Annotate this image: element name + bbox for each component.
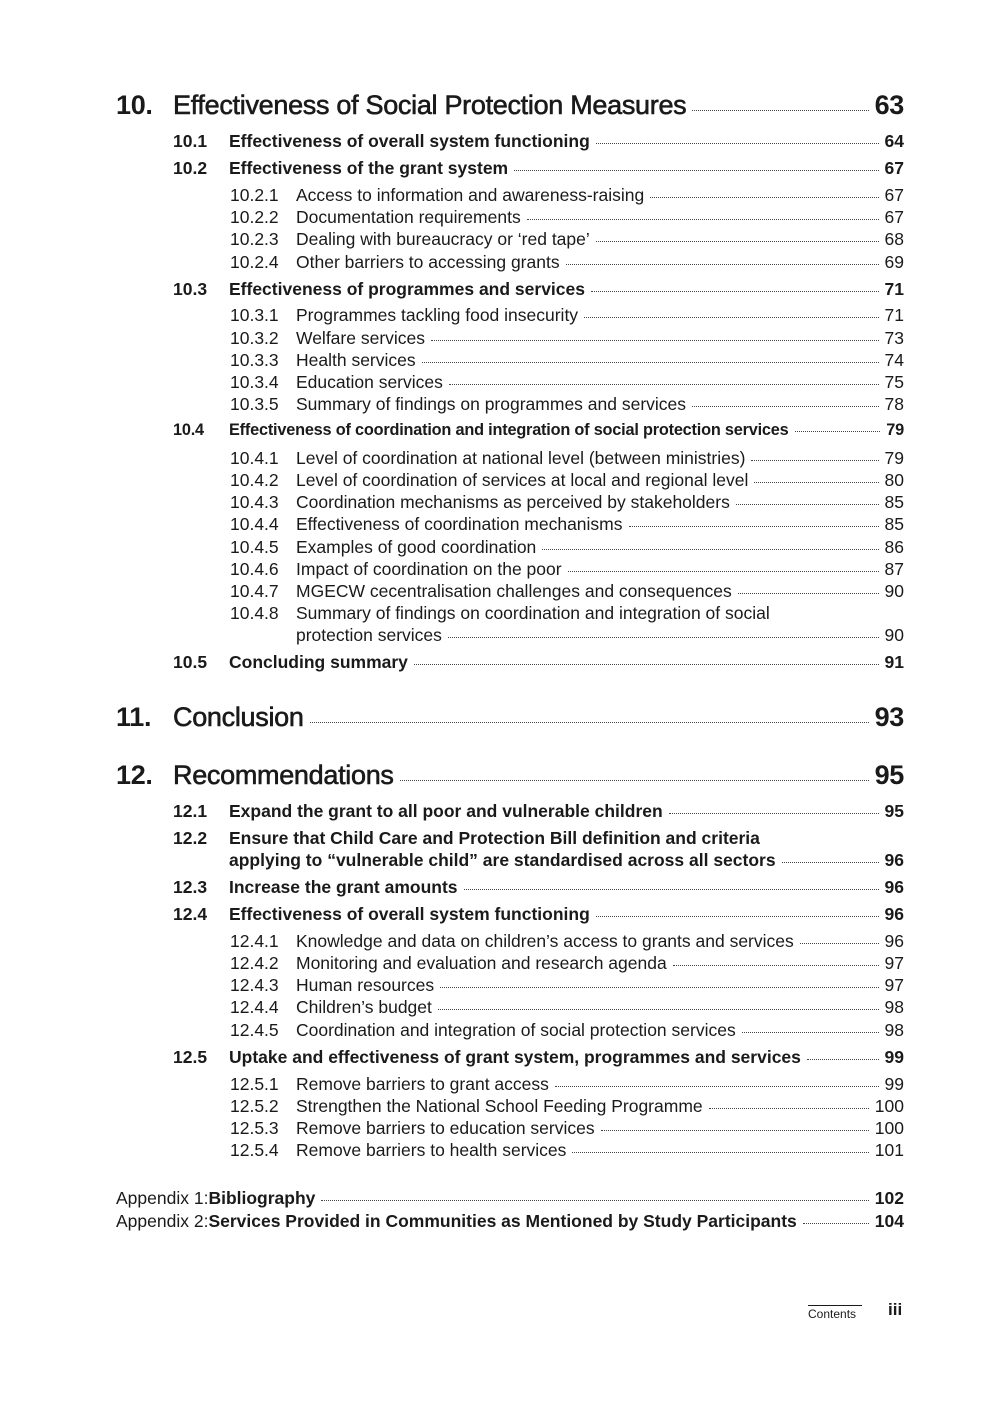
toc-chapter[interactable] bbox=[116, 760, 904, 791]
page-number: 71 bbox=[884, 279, 904, 299]
page-number: 100 bbox=[874, 1096, 904, 1116]
subsection-number: 10.3.3 bbox=[230, 350, 279, 370]
page-number: 99 bbox=[884, 1074, 904, 1094]
toc-subsection[interactable] bbox=[230, 350, 904, 371]
page-number: 74 bbox=[884, 350, 904, 370]
leader-dots bbox=[782, 862, 879, 863]
appendix-label: Appendix 1: bbox=[116, 1188, 209, 1208]
leader-dots bbox=[709, 1108, 869, 1109]
toc-section[interactable] bbox=[173, 904, 904, 925]
subsection-title: Effectiveness of coordination mechanisms bbox=[296, 514, 623, 534]
section-number: 12.2 bbox=[173, 828, 208, 848]
section-title: Effectiveness of the grant system bbox=[229, 158, 509, 178]
chapter-title: Effectiveness of Social Protection Measures bbox=[173, 90, 687, 120]
page-number: 91 bbox=[884, 652, 904, 672]
leader-dots bbox=[754, 482, 878, 483]
subsection-number: 10.4.5 bbox=[230, 537, 279, 557]
section-title: Effectiveness of overall system functioning bbox=[229, 904, 590, 924]
chapter-title: Recommendations bbox=[173, 760, 394, 790]
subsection-number: 10.4.6 bbox=[230, 559, 279, 579]
page-number: 73 bbox=[884, 328, 904, 348]
leader-dots bbox=[514, 170, 878, 171]
subsection-number: 12.5.3 bbox=[230, 1118, 279, 1138]
leader-dots bbox=[448, 637, 879, 638]
page-number: 69 bbox=[884, 252, 904, 272]
subsection-title: Children’s budget bbox=[296, 997, 432, 1017]
leader-dots bbox=[414, 664, 879, 665]
section-title-continued: applying to “vulnerable child” are standardised across all sectors bbox=[229, 850, 776, 870]
subsection-title: Education services bbox=[296, 372, 443, 392]
chapter-number: 11. bbox=[116, 702, 152, 732]
page-number: 75 bbox=[884, 372, 904, 392]
page-number: 96 bbox=[884, 877, 904, 897]
page-number: 101 bbox=[874, 1140, 904, 1160]
leader-dots bbox=[673, 965, 879, 966]
page-number: 96 bbox=[884, 850, 904, 870]
toc-subsection[interactable] bbox=[230, 997, 904, 1018]
subsection-number: 12.4.3 bbox=[230, 975, 279, 995]
toc-section[interactable] bbox=[173, 801, 904, 822]
toc-appendix[interactable] bbox=[116, 1188, 904, 1209]
page-number: 93 bbox=[874, 702, 904, 732]
leader-dots bbox=[795, 431, 881, 432]
section-number: 10.4 bbox=[173, 421, 204, 439]
leader-dots bbox=[572, 1152, 868, 1153]
leader-dots bbox=[400, 780, 869, 781]
chapter-number: 12. bbox=[116, 760, 153, 790]
leader-dots bbox=[601, 1130, 869, 1131]
toc-section[interactable] bbox=[173, 652, 904, 673]
toc-subsection[interactable] bbox=[230, 514, 904, 535]
page-number: 68 bbox=[884, 229, 904, 249]
section-title: Effectiveness of coordination and integration of social protection services bbox=[229, 421, 789, 439]
leader-dots bbox=[438, 1009, 879, 1010]
appendix-title: Services Provided in Communities as Mentioned by Study Participants bbox=[208, 1211, 797, 1231]
leader-dots bbox=[692, 406, 879, 407]
toc-subsection-continuation[interactable] bbox=[296, 625, 904, 646]
leader-dots bbox=[800, 943, 879, 944]
subsection-title: Programmes tackling food insecurity bbox=[296, 305, 579, 325]
toc-subsection[interactable] bbox=[230, 1118, 904, 1139]
subsection-title: Examples of good coordination bbox=[296, 537, 537, 557]
leader-dots bbox=[738, 593, 879, 594]
subsection-number: 10.2.2 bbox=[230, 207, 279, 227]
subsection-number: 10.2.1 bbox=[230, 185, 279, 205]
leader-dots bbox=[591, 291, 879, 292]
page-number: 96 bbox=[884, 904, 904, 924]
section-number: 12.3 bbox=[173, 877, 208, 897]
section-number: 10.2 bbox=[173, 158, 208, 178]
appendix-title: Bibliography bbox=[208, 1188, 316, 1208]
toc-subsection[interactable] bbox=[230, 931, 904, 952]
subsection-title: Remove barriers to health services bbox=[296, 1140, 567, 1160]
section-number: 10.5 bbox=[173, 652, 208, 672]
section-title: Effectiveness of overall system functioning bbox=[229, 131, 590, 151]
subsection-title: Dealing with bureaucracy or ‘red tape’ bbox=[296, 229, 590, 249]
page-number: 79 bbox=[884, 448, 904, 468]
toc-subsection[interactable] bbox=[230, 537, 904, 558]
section-title: Increase the grant amounts bbox=[229, 877, 458, 897]
toc-chapter[interactable] bbox=[116, 90, 904, 121]
subsection-title: Human resources bbox=[296, 975, 435, 995]
subsection-number: 10.3.2 bbox=[230, 328, 279, 348]
toc-section[interactable] bbox=[173, 828, 904, 849]
section-title: Expand the grant to all poor and vulnerable children bbox=[229, 801, 663, 821]
toc-subsection[interactable] bbox=[230, 492, 904, 513]
page-number: 95 bbox=[884, 801, 904, 821]
toc-subsection[interactable] bbox=[230, 252, 904, 273]
subsection-title: Summary of findings on programmes and services bbox=[296, 394, 687, 414]
subsection-title: Remove barriers to grant access bbox=[296, 1074, 549, 1094]
leader-dots bbox=[555, 1086, 879, 1087]
leader-dots bbox=[568, 571, 879, 572]
toc-section[interactable] bbox=[173, 421, 904, 440]
toc-subsection[interactable] bbox=[230, 953, 904, 974]
toc-subsection[interactable] bbox=[230, 603, 904, 624]
appendix-label: Appendix 2: bbox=[116, 1211, 209, 1231]
leader-dots bbox=[742, 1032, 879, 1033]
subsection-title: Other barriers to accessing grants bbox=[296, 252, 560, 272]
leader-dots bbox=[321, 1200, 868, 1201]
leader-dots bbox=[736, 504, 879, 505]
subsection-title: Welfare services bbox=[296, 328, 426, 348]
subsection-number: 10.3.4 bbox=[230, 372, 279, 392]
toc-subsection[interactable] bbox=[230, 581, 904, 602]
subsection-number: 12.4.1 bbox=[230, 931, 279, 951]
subsection-title: Level of coordination of services at local and regional level bbox=[296, 470, 749, 490]
page-number: 86 bbox=[884, 537, 904, 557]
section-number: 10.1 bbox=[173, 131, 208, 151]
page-number: 104 bbox=[874, 1211, 904, 1231]
subsection-title: Access to information and awareness-raising bbox=[296, 185, 645, 205]
toc-chapter[interactable] bbox=[116, 702, 904, 733]
page-number: 67 bbox=[884, 185, 904, 205]
leader-dots bbox=[527, 219, 879, 220]
leader-dots bbox=[464, 889, 879, 890]
subsection-title: Coordination and integration of social protection services bbox=[296, 1020, 736, 1040]
toc-section[interactable] bbox=[173, 279, 904, 300]
subsection-number: 10.2.4 bbox=[230, 252, 279, 272]
subsection-title: Documentation requirements bbox=[296, 207, 521, 227]
leader-dots bbox=[629, 526, 879, 527]
toc-subsection[interactable] bbox=[230, 470, 904, 491]
leader-dots bbox=[650, 197, 878, 198]
page-number: 98 bbox=[884, 1020, 904, 1040]
subsection-title: Strengthen the National School Feeding Programme bbox=[296, 1096, 703, 1116]
toc-appendix[interactable] bbox=[116, 1211, 904, 1232]
section-number: 12.5 bbox=[173, 1047, 208, 1067]
section-number: 12.1 bbox=[173, 801, 208, 821]
subsection-title-continued: protection services bbox=[296, 625, 442, 645]
page-number: 99 bbox=[884, 1047, 904, 1067]
toc-subsection[interactable] bbox=[230, 328, 904, 349]
subsection-number: 12.4.2 bbox=[230, 953, 279, 973]
leader-dots bbox=[596, 916, 879, 917]
page-number: 102 bbox=[874, 1188, 904, 1208]
subsection-title: Monitoring and evaluation and research agenda bbox=[296, 953, 667, 973]
leader-dots bbox=[310, 722, 869, 723]
leader-dots bbox=[669, 813, 879, 814]
page-number: 98 bbox=[884, 997, 904, 1017]
subsection-title: MGECW cecentralisation challenges and consequences bbox=[296, 581, 732, 601]
subsection-title: Impact of coordination on the poor bbox=[296, 559, 562, 579]
toc-subsection[interactable] bbox=[230, 372, 904, 393]
page-number: 79 bbox=[886, 421, 904, 439]
page-number: 97 bbox=[884, 953, 904, 973]
leader-dots bbox=[803, 1223, 869, 1224]
toc-subsection[interactable] bbox=[230, 394, 904, 415]
toc-subsection[interactable] bbox=[230, 1140, 904, 1161]
toc-section[interactable] bbox=[173, 1047, 904, 1068]
subsection-title: Level of coordination at national level (between ministries) bbox=[296, 448, 746, 468]
page-number: 96 bbox=[884, 931, 904, 951]
subsection-number: 12.5.4 bbox=[230, 1140, 279, 1160]
leader-dots bbox=[542, 549, 878, 550]
toc-subsection[interactable] bbox=[230, 559, 904, 580]
leader-dots bbox=[566, 264, 879, 265]
subsection-title: Health services bbox=[296, 350, 416, 370]
page-number: 78 bbox=[884, 394, 904, 414]
section-title: Effectiveness of programmes and services bbox=[229, 279, 585, 299]
subsection-number: 10.4.2 bbox=[230, 470, 279, 490]
subsection-title: Remove barriers to education services bbox=[296, 1118, 595, 1138]
section-title: Ensure that Child Care and Protection Bill definition and criteria bbox=[229, 828, 760, 848]
footer-page-number: iii bbox=[888, 1300, 903, 1319]
toc-subsection[interactable] bbox=[230, 185, 904, 206]
toc-section[interactable] bbox=[173, 877, 904, 898]
toc-section[interactable] bbox=[173, 131, 904, 152]
page-number: 87 bbox=[884, 559, 904, 579]
page-number: 63 bbox=[874, 90, 904, 120]
leader-dots bbox=[807, 1059, 879, 1060]
subsection-number: 12.5.1 bbox=[230, 1074, 279, 1094]
subsection-number: 10.2.3 bbox=[230, 229, 279, 249]
chapter-title: Conclusion bbox=[173, 702, 304, 732]
page-number: 80 bbox=[884, 470, 904, 490]
leader-dots bbox=[440, 987, 878, 988]
leader-dots bbox=[596, 143, 879, 144]
page-number: 71 bbox=[884, 305, 904, 325]
subsection-number: 10.4.8 bbox=[230, 603, 279, 623]
toc-subsection[interactable] bbox=[230, 1074, 904, 1095]
toc-section-continuation[interactable] bbox=[229, 850, 904, 871]
section-title: Concluding summary bbox=[229, 652, 408, 672]
leader-dots bbox=[431, 340, 879, 341]
toc-section[interactable] bbox=[173, 158, 904, 179]
subsection-number: 10.4.1 bbox=[230, 448, 279, 468]
toc-subsection[interactable] bbox=[230, 1020, 904, 1041]
page-number: 90 bbox=[884, 625, 904, 645]
subsection-number: 12.4.4 bbox=[230, 997, 279, 1017]
leader-dots bbox=[751, 460, 878, 461]
page-number: 100 bbox=[874, 1118, 904, 1138]
subsection-number: 10.4.7 bbox=[230, 581, 279, 601]
leader-dots bbox=[422, 362, 879, 363]
chapter-number: 10. bbox=[116, 90, 153, 120]
page-number: 67 bbox=[884, 207, 904, 227]
leader-dots bbox=[584, 317, 878, 318]
page-number: 95 bbox=[874, 760, 904, 790]
subsection-number: 10.4.3 bbox=[230, 492, 279, 512]
toc-subsection[interactable] bbox=[230, 1096, 904, 1117]
section-number: 12.4 bbox=[173, 904, 208, 924]
subsection-number: 12.4.5 bbox=[230, 1020, 279, 1040]
page-number: 97 bbox=[884, 975, 904, 995]
page-number: 85 bbox=[884, 492, 904, 512]
section-number: 10.3 bbox=[173, 279, 208, 299]
page-number: 64 bbox=[884, 131, 904, 151]
leader-dots bbox=[596, 241, 879, 242]
subsection-number: 10.4.4 bbox=[230, 514, 279, 534]
page-number: 67 bbox=[884, 158, 904, 178]
subsection-title: Knowledge and data on children’s access to grants and services bbox=[296, 931, 794, 951]
footer-section-label: Contents bbox=[808, 1305, 862, 1321]
leader-dots bbox=[692, 110, 868, 111]
subsection-number: 12.5.2 bbox=[230, 1096, 279, 1116]
toc-subsection[interactable] bbox=[230, 448, 904, 469]
subsection-title: Summary of findings on coordination and integration of social bbox=[296, 603, 770, 623]
subsection-number: 10.3.1 bbox=[230, 305, 279, 325]
toc-subsection[interactable] bbox=[230, 207, 904, 228]
toc-subsection[interactable] bbox=[230, 975, 904, 996]
section-title: Uptake and effectiveness of grant system, programmes and services bbox=[229, 1047, 801, 1067]
leader-dots bbox=[449, 384, 879, 385]
page-number: 85 bbox=[884, 514, 904, 534]
toc-subsection[interactable] bbox=[230, 305, 904, 326]
page-number: 90 bbox=[884, 581, 904, 601]
subsection-title: Coordination mechanisms as perceived by stakeholders bbox=[296, 492, 730, 512]
toc-subsection[interactable] bbox=[230, 229, 904, 250]
subsection-number: 10.3.5 bbox=[230, 394, 279, 414]
